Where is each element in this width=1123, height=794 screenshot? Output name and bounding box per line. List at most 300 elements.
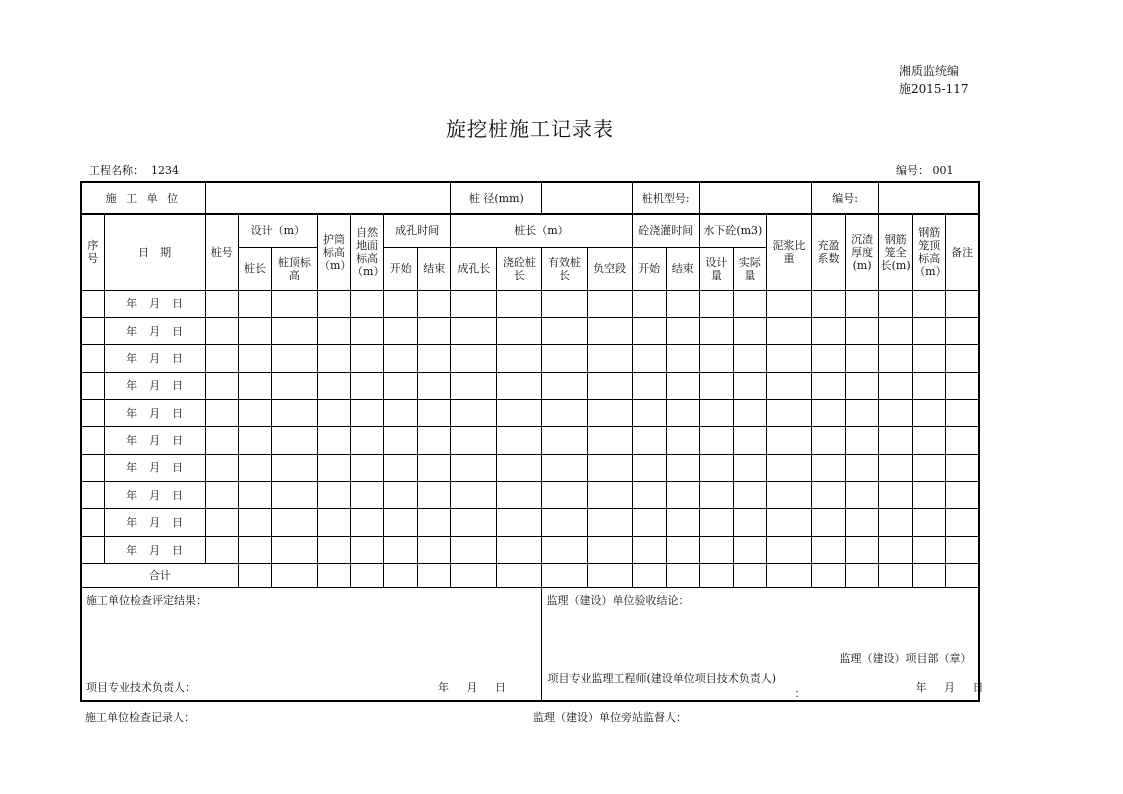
data-cell[interactable] (418, 482, 451, 509)
data-cell[interactable] (699, 427, 733, 454)
data-cell[interactable] (351, 372, 384, 399)
data-cell[interactable] (451, 318, 497, 345)
data-cell[interactable] (451, 536, 497, 563)
data-cell[interactable] (879, 290, 913, 317)
data-cell[interactable] (271, 400, 317, 427)
data-cell[interactable] (846, 345, 879, 372)
data-cell[interactable] (384, 536, 418, 563)
data-cell[interactable] (812, 509, 846, 536)
data-cell[interactable] (587, 372, 632, 399)
data-cell[interactable] (699, 536, 733, 563)
total-cell[interactable] (846, 564, 879, 588)
data-cell[interactable] (384, 509, 418, 536)
data-cell[interactable] (913, 290, 946, 317)
col-pour-end: 结束 (666, 247, 699, 290)
data-cell[interactable] (913, 427, 946, 454)
data-cell[interactable] (846, 454, 879, 481)
data-cell[interactable] (542, 345, 587, 372)
data-cell[interactable] (946, 454, 979, 481)
total-cell[interactable] (632, 564, 666, 588)
data-cell[interactable] (733, 345, 766, 372)
data-cell[interactable] (879, 427, 913, 454)
data-cell[interactable] (418, 454, 451, 481)
data-cell[interactable] (271, 482, 317, 509)
data-cell[interactable] (587, 536, 632, 563)
data-cell[interactable] (384, 345, 418, 372)
data-cell[interactable] (666, 400, 699, 427)
data-cell[interactable] (205, 536, 238, 563)
data-cell[interactable] (542, 482, 587, 509)
data-cell[interactable] (733, 318, 766, 345)
data-cell[interactable] (351, 400, 384, 427)
data-cell[interactable] (587, 427, 632, 454)
date-cell[interactable] (104, 345, 205, 372)
data-cell[interactable] (451, 482, 497, 509)
total-cell[interactable] (812, 564, 846, 588)
data-cell[interactable] (946, 400, 979, 427)
data-cell[interactable] (497, 318, 542, 345)
data-cell[interactable] (812, 290, 846, 317)
rig-model-field[interactable] (699, 182, 811, 214)
construction-unit-label: 施 工 单 位 (81, 182, 205, 214)
data-cell[interactable] (812, 536, 846, 563)
data-cell[interactable] (205, 290, 238, 317)
data-cell[interactable] (384, 482, 418, 509)
col-date: 日 期 (104, 214, 205, 290)
data-cell[interactable] (632, 427, 666, 454)
data-cell[interactable] (846, 427, 879, 454)
data-cell[interactable] (451, 400, 497, 427)
col-cage-len: 钢筋笼全长(m) (879, 214, 913, 290)
seq-cell[interactable] (81, 536, 104, 563)
date-year: 年 (915, 681, 927, 695)
total-cell[interactable] (238, 564, 271, 588)
data-cell[interactable] (451, 509, 497, 536)
data-cell[interactable] (384, 400, 418, 427)
col-empty-len: 负空段 (587, 247, 632, 290)
data-cell[interactable] (418, 372, 451, 399)
data-cell[interactable] (497, 427, 542, 454)
data-cell[interactable] (451, 290, 497, 317)
data-cell[interactable] (666, 454, 699, 481)
data-cell[interactable] (497, 400, 542, 427)
data-cell[interactable] (238, 536, 271, 563)
total-cell[interactable] (766, 564, 811, 588)
total-cell[interactable] (418, 564, 451, 588)
data-cell[interactable] (812, 454, 846, 481)
data-cell[interactable] (812, 318, 846, 345)
page-title: 旋挖桩施工记录表 (446, 117, 614, 141)
data-cell[interactable] (497, 345, 542, 372)
data-cell[interactable] (632, 372, 666, 399)
data-cell[interactable] (812, 427, 846, 454)
date-cell[interactable] (104, 482, 205, 509)
seq-cell[interactable] (81, 400, 104, 427)
data-cell[interactable] (271, 372, 317, 399)
data-cell[interactable] (238, 290, 271, 317)
data-cell[interactable] (587, 345, 632, 372)
data-cell[interactable] (351, 427, 384, 454)
data-cell[interactable] (946, 345, 979, 372)
table-row (81, 509, 979, 536)
data-cell[interactable] (351, 482, 384, 509)
data-cell[interactable] (205, 482, 238, 509)
serial-label: 编号: (812, 182, 879, 214)
data-cell[interactable] (733, 400, 766, 427)
data-cell[interactable] (766, 509, 811, 536)
data-cell[interactable] (632, 509, 666, 536)
data-cell[interactable] (205, 400, 238, 427)
data-cell[interactable] (497, 509, 542, 536)
data-cell[interactable] (699, 345, 733, 372)
table-row (81, 482, 979, 509)
data-cell[interactable] (666, 345, 699, 372)
pile-diameter-field[interactable] (542, 182, 632, 214)
data-cell[interactable] (913, 509, 946, 536)
data-cell[interactable] (699, 290, 733, 317)
construction-check-title: 施工单位检查评定结果： (86, 594, 207, 608)
total-cell[interactable] (879, 564, 913, 588)
data-cell[interactable] (946, 318, 979, 345)
data-cell[interactable] (271, 536, 317, 563)
col-design-qty: 设计量 (699, 247, 733, 290)
data-cell[interactable] (418, 318, 451, 345)
data-cell[interactable] (879, 454, 913, 481)
col-sediment: 沉渣厚度(m) (846, 214, 879, 290)
date-cell[interactable] (104, 290, 205, 317)
supervision-title: 监理（建设）单位验收结论： (546, 594, 690, 608)
data-cell[interactable] (733, 372, 766, 399)
data-cell[interactable] (946, 482, 979, 509)
col-seq: 序号 (81, 214, 104, 290)
col-eff-len: 有效桩长 (542, 247, 587, 290)
data-cell[interactable] (238, 345, 271, 372)
data-cell[interactable] (846, 482, 879, 509)
date-year: 年 (126, 352, 138, 366)
data-cell[interactable] (766, 454, 811, 481)
data-cell[interactable] (384, 290, 418, 317)
construction-check-result[interactable] (81, 588, 542, 701)
data-cell[interactable] (699, 318, 733, 345)
date-day: 日 (172, 379, 184, 393)
data-cell[interactable] (451, 372, 497, 399)
data-cell[interactable] (766, 372, 811, 399)
data-cell[interactable] (733, 509, 766, 536)
project-label: 工程名称： (89, 164, 144, 177)
seq-cell[interactable] (81, 290, 104, 317)
data-cell[interactable] (542, 372, 587, 399)
construction-unit-field[interactable] (205, 182, 451, 214)
data-cell[interactable] (632, 318, 666, 345)
data-cell[interactable] (913, 372, 946, 399)
data-cell[interactable] (317, 345, 350, 372)
data-cell[interactable] (812, 400, 846, 427)
data-cell[interactable] (913, 454, 946, 481)
data-cell[interactable] (238, 372, 271, 399)
seq-cell[interactable] (81, 427, 104, 454)
data-cell[interactable] (317, 482, 350, 509)
data-cell[interactable] (317, 290, 350, 317)
number-label: 编号： (896, 164, 929, 177)
total-cell[interactable] (699, 564, 733, 588)
table-row (81, 536, 979, 563)
data-cell[interactable] (666, 372, 699, 399)
total-cell[interactable] (542, 564, 587, 588)
construction-signer-label: 项目专业技术负责人： (86, 681, 196, 695)
data-cell[interactable] (351, 536, 384, 563)
data-cell[interactable] (846, 509, 879, 536)
data-cell[interactable] (205, 372, 238, 399)
data-cell[interactable] (733, 482, 766, 509)
data-cell[interactable] (317, 400, 350, 427)
data-cell[interactable] (497, 482, 542, 509)
data-cell[interactable] (238, 509, 271, 536)
data-cell[interactable] (271, 509, 317, 536)
data-cell[interactable] (766, 318, 811, 345)
supervision-signer-label: 项目专业监理工程师(建设单位项目技术负责人) (547, 672, 777, 686)
data-cell[interactable] (317, 509, 350, 536)
data-cell[interactable] (238, 482, 271, 509)
data-cell[interactable] (542, 318, 587, 345)
data-cell[interactable] (913, 400, 946, 427)
data-cell[interactable] (733, 290, 766, 317)
table-row (81, 400, 979, 427)
date-year: 年 (126, 488, 138, 502)
data-cell[interactable] (384, 318, 418, 345)
data-cell[interactable] (879, 482, 913, 509)
data-cell[interactable] (632, 482, 666, 509)
data-cell[interactable] (317, 454, 350, 481)
data-cell[interactable] (542, 536, 587, 563)
data-cell[interactable] (946, 372, 979, 399)
serial-field[interactable] (879, 182, 979, 214)
data-cell[interactable] (879, 318, 913, 345)
date-year: 年 (126, 324, 138, 338)
date-cell[interactable] (104, 318, 205, 345)
seq-cell[interactable] (81, 482, 104, 509)
data-cell[interactable] (733, 454, 766, 481)
data-cell[interactable] (497, 454, 542, 481)
data-cell[interactable] (238, 318, 271, 345)
date-day: 日 (494, 681, 506, 695)
seq-cell[interactable] (81, 372, 104, 399)
date-month: 月 (149, 379, 161, 393)
data-cell[interactable] (418, 400, 451, 427)
data-cell[interactable] (238, 454, 271, 481)
data-cell[interactable] (766, 427, 811, 454)
construction-sign-date (438, 681, 506, 694)
data-cell[interactable] (451, 427, 497, 454)
data-cell[interactable] (946, 290, 979, 317)
data-cell[interactable] (587, 482, 632, 509)
seq-cell[interactable] (81, 454, 104, 481)
data-cell[interactable] (451, 454, 497, 481)
data-cell[interactable] (666, 290, 699, 317)
total-cell[interactable] (351, 564, 384, 588)
data-cell[interactable] (946, 536, 979, 563)
data-cell[interactable] (632, 536, 666, 563)
date-cell[interactable] (104, 400, 205, 427)
data-cell[interactable] (271, 345, 317, 372)
data-cell[interactable] (238, 400, 271, 427)
data-cell[interactable] (632, 290, 666, 317)
data-cell[interactable] (632, 400, 666, 427)
total-cell[interactable] (271, 564, 317, 588)
data-cell[interactable] (542, 427, 587, 454)
data-cell[interactable] (497, 290, 542, 317)
data-cell[interactable] (271, 454, 317, 481)
data-cell[interactable] (451, 345, 497, 372)
data-cell[interactable] (587, 400, 632, 427)
data-cell[interactable] (418, 427, 451, 454)
data-cell[interactable] (879, 509, 913, 536)
date-cell[interactable] (104, 536, 205, 563)
data-cell[interactable] (666, 482, 699, 509)
data-cell[interactable] (351, 454, 384, 481)
data-cell[interactable] (913, 482, 946, 509)
data-cell[interactable] (766, 345, 811, 372)
data-cell[interactable] (317, 536, 350, 563)
data-cell[interactable] (666, 318, 699, 345)
data-cell[interactable] (699, 509, 733, 536)
data-cell[interactable] (497, 536, 542, 563)
data-cell[interactable] (846, 400, 879, 427)
data-cell[interactable] (542, 290, 587, 317)
data-cell[interactable] (879, 372, 913, 399)
data-cell[interactable] (766, 536, 811, 563)
data-cell[interactable] (418, 345, 451, 372)
data-cell[interactable] (913, 536, 946, 563)
data-cell[interactable] (205, 454, 238, 481)
date-month: 月 (149, 324, 161, 338)
date-year: 年 (126, 297, 138, 311)
total-cell[interactable] (497, 564, 542, 588)
data-cell[interactable] (766, 400, 811, 427)
date-cell[interactable] (104, 454, 205, 481)
total-cell[interactable] (733, 564, 766, 588)
data-cell[interactable] (587, 290, 632, 317)
data-cell[interactable] (812, 372, 846, 399)
seq-cell[interactable] (81, 509, 104, 536)
data-cell[interactable] (271, 290, 317, 317)
date-month: 月 (943, 681, 955, 695)
seq-cell[interactable] (81, 345, 104, 372)
date-year: 年 (126, 434, 138, 448)
data-cell[interactable] (946, 427, 979, 454)
data-cell[interactable] (351, 290, 384, 317)
data-cell[interactable] (666, 536, 699, 563)
date-day: 日 (172, 297, 184, 311)
data-cell[interactable] (879, 400, 913, 427)
data-cell[interactable] (317, 318, 350, 345)
data-cell[interactable] (205, 509, 238, 536)
total-cell[interactable] (317, 564, 350, 588)
data-cell[interactable] (766, 290, 811, 317)
data-cell[interactable] (699, 400, 733, 427)
data-cell[interactable] (317, 427, 350, 454)
total-cell[interactable] (451, 564, 497, 588)
data-cell[interactable] (733, 427, 766, 454)
data-cell[interactable] (351, 345, 384, 372)
data-cell[interactable] (879, 536, 913, 563)
data-cell[interactable] (846, 318, 879, 345)
data-cell[interactable] (542, 400, 587, 427)
data-cell[interactable] (812, 345, 846, 372)
data-cell[interactable] (666, 509, 699, 536)
date-day: 日 (172, 406, 184, 420)
data-cell[interactable] (542, 454, 587, 481)
data-cell[interactable] (587, 454, 632, 481)
data-cell[interactable] (699, 454, 733, 481)
data-cell[interactable] (497, 372, 542, 399)
seq-cell[interactable] (81, 318, 104, 345)
data-cell[interactable] (812, 482, 846, 509)
table-row (81, 345, 979, 372)
data-cell[interactable] (205, 427, 238, 454)
data-cell[interactable] (666, 427, 699, 454)
form-code-line2: 施2015-117 (899, 82, 969, 96)
data-cell[interactable] (946, 509, 979, 536)
data-cell[interactable] (733, 536, 766, 563)
date-day: 日 (172, 543, 184, 557)
data-cell[interactable] (699, 482, 733, 509)
col-pile-length: 桩长（m） (451, 214, 632, 247)
data-cell[interactable] (351, 318, 384, 345)
total-cell[interactable] (384, 564, 418, 588)
data-cell[interactable] (699, 372, 733, 399)
data-cell[interactable] (766, 482, 811, 509)
data-cell[interactable] (913, 345, 946, 372)
data-cell[interactable] (384, 454, 418, 481)
data-cell[interactable] (587, 509, 632, 536)
data-cell[interactable] (418, 509, 451, 536)
data-cell[interactable] (238, 427, 271, 454)
date-cell[interactable] (104, 372, 205, 399)
data-cell[interactable] (205, 345, 238, 372)
total-cell[interactable] (666, 564, 699, 588)
data-cell[interactable] (418, 536, 451, 563)
data-cell[interactable] (587, 318, 632, 345)
supervision-acceptance[interactable] (542, 588, 984, 701)
data-cell[interactable] (632, 454, 666, 481)
total-cell[interactable] (913, 564, 946, 588)
data-cell[interactable] (317, 372, 350, 399)
data-cell[interactable] (913, 318, 946, 345)
data-cell[interactable] (205, 318, 238, 345)
data-cell[interactable] (384, 427, 418, 454)
data-cell[interactable] (271, 318, 317, 345)
col-cage-top: 钢筋笼顶标高（m） (913, 214, 946, 290)
data-cell[interactable] (846, 372, 879, 399)
data-cell[interactable] (846, 536, 879, 563)
data-cell[interactable] (351, 509, 384, 536)
data-cell[interactable] (879, 345, 913, 372)
date-cell[interactable] (104, 509, 205, 536)
data-cell[interactable] (542, 509, 587, 536)
data-cell[interactable] (418, 290, 451, 317)
total-cell[interactable] (587, 564, 632, 588)
col-underwater: 水下砼(m3) (699, 214, 766, 247)
table-row (81, 454, 979, 481)
data-cell[interactable] (846, 290, 879, 317)
data-cell[interactable] (632, 345, 666, 372)
date-day: 日 (172, 461, 184, 475)
data-cell[interactable] (271, 427, 317, 454)
data-cell[interactable] (384, 372, 418, 399)
date-cell[interactable] (104, 427, 205, 454)
col-slurry: 泥浆比重 (766, 214, 811, 290)
date-year: 年 (126, 543, 138, 557)
